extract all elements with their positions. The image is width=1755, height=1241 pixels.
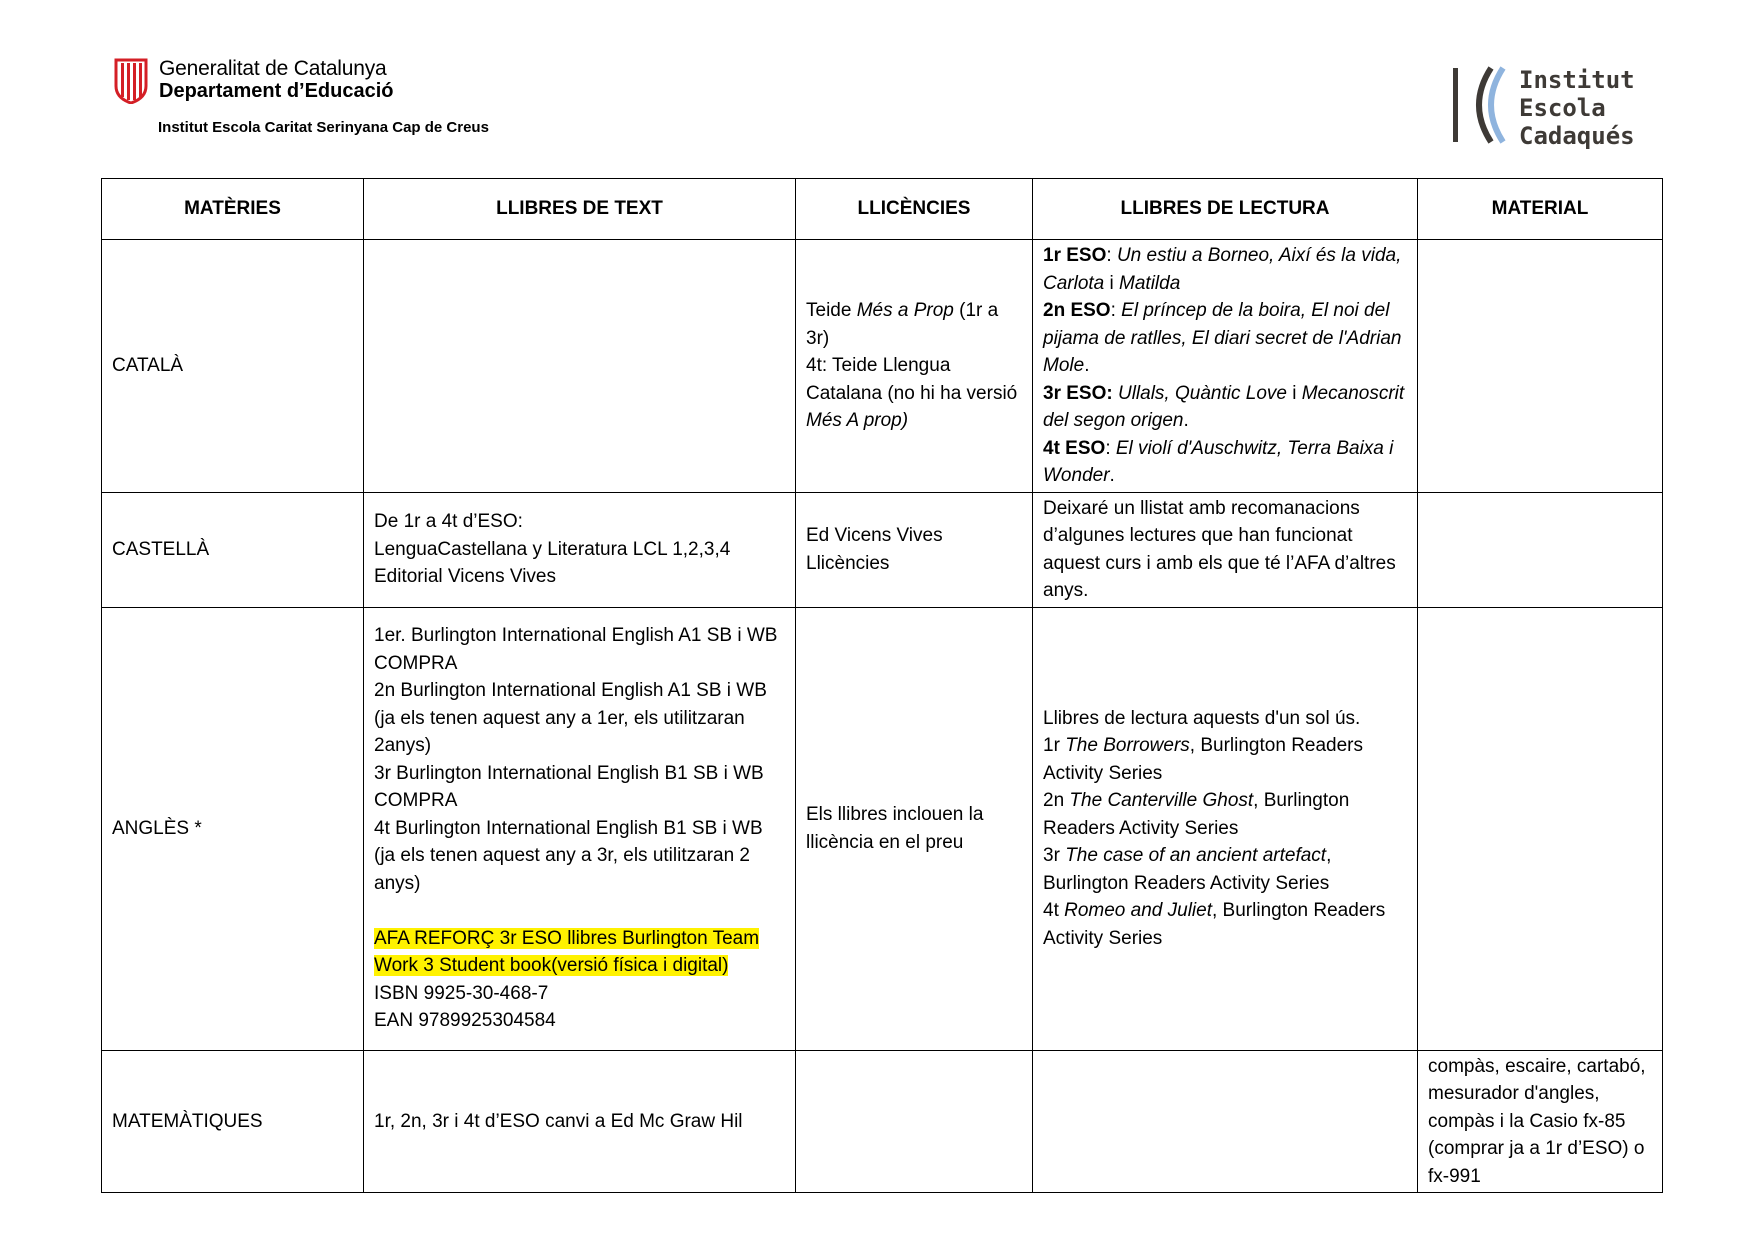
licenses-cell: Teide Més a Prop (1r a 3r) 4t: Teide Llengua Catalana (no hi ha versió Més A prop) (796, 240, 1033, 493)
reading-cell (1033, 240, 1418, 493)
table-header-row (102, 179, 1663, 240)
table-row-matematiques (102, 1050, 1663, 1193)
isbn-text: ISBN 9925-30-468-7 (374, 982, 549, 1004)
institut-logo-mark-icon (1451, 66, 1507, 144)
reading-cell (1033, 1050, 1418, 1193)
header-material: MATERIAL (1418, 179, 1663, 240)
afa-highlight-text: AFA REFORÇ 3r ESO llibres Burlington Team Work 3 Student book(versió física i digital) (374, 927, 760, 977)
school-name: Institut Escola Caritat Serinyana Cap de Creus (158, 119, 489, 136)
licenses-cell: Els llibres inclouen la llicència en el preu (796, 607, 1033, 1050)
institut-escola-logo (1451, 66, 1635, 150)
subject-cell: CATALÀ (102, 240, 364, 493)
table-row-angles (102, 607, 1663, 1050)
gov-name: Generalitat de Catalunya (159, 57, 387, 80)
reading-item: 3r ESO: Ullals, Quàntic Love i Mecanoscrit del segon origen. (1043, 382, 1405, 431)
generalitat-emblem-icon (113, 58, 149, 104)
table-row-catala (102, 240, 1663, 493)
reading-item: 1r ESO: Un estiu a Borneo, Així és la vida, Carlota i Matilda (1043, 245, 1402, 294)
materials-table (101, 178, 1663, 1193)
reading-cell (1033, 607, 1418, 1050)
logo-line-escola: Escola (1519, 94, 1606, 122)
textbook-line: 4t Burlington International English B1 SB i WB (ja els tenen aquest any a 3r, els utilitzaran 2 anys) (374, 817, 763, 894)
subject-cell: CASTELLÀ (102, 492, 364, 607)
material-cell (1418, 492, 1663, 607)
textbooks-cell: De 1r a 4t d’ESO: LenguaCastellana y Literatura LCL 1,2,3,4 Editorial Vicens Vives (364, 492, 796, 607)
department-name: Departament d’Educació (159, 80, 394, 102)
textbook-line: 2n Burlington International English A1 SB i WB (ja els tenen aquest any a 1er, els utilitzaran 2anys) (374, 680, 767, 757)
reading-cell: Deixaré un llistat amb recomanacions d’algunes lectures que han funcionat aquest curs i amb els que té l’AFA d’altres anys. (1033, 492, 1418, 607)
material-cell (1418, 240, 1663, 493)
reading-item: 2n The Canterville Ghost, Burlington Readers Activity Series (1043, 790, 1350, 839)
textbooks-cell (364, 607, 796, 1050)
subject-cell: MATEMÀTIQUES (102, 1050, 364, 1193)
textbook-line: 3r Burlington International English B1 SB i WB COMPRA (374, 762, 764, 812)
material-cell (1418, 607, 1663, 1050)
logo-line-cadaques: Cadaqués (1519, 122, 1635, 150)
licenses-cell (796, 1050, 1033, 1193)
ean-text: EAN 9789925304584 (374, 1010, 556, 1032)
reading-intro: Llibres de lectura aquests d'un sol ús. (1043, 707, 1361, 729)
textbooks-cell (364, 240, 796, 493)
reading-item: 4t ESO: El violí d'Auschwitz, Terra Baixa i Wonder. (1043, 437, 1394, 486)
textbooks-cell: 1r, 2n, 3r i 4t d’ESO canvi a Ed Mc Graw Hil (364, 1050, 796, 1193)
reading-item: 4t Romeo and Juliet, Burlington Readers Activity Series (1043, 900, 1386, 949)
textbook-line: 1er. Burlington International English A1 SB i WB COMPRA (374, 625, 778, 674)
material-cell: compàs, escaire, cartabó, mesurador d'angles, compàs i la Casio fx-85 (comprar ja a 1r d’ESO) o fx-991 (1418, 1050, 1663, 1193)
table-row-castella (102, 492, 1663, 607)
licenses-cell: Ed Vicens Vives Llicències (796, 492, 1033, 607)
header-llibres-de-lectura: LLIBRES DE LECTURA (1033, 179, 1418, 240)
header-materies: MATÈRIES (102, 179, 364, 240)
header-llicencies: LLICÈNCIES (796, 179, 1033, 240)
logo-line-institut: Institut (1519, 66, 1635, 94)
header-llibres-de-text: LLIBRES DE TEXT (364, 179, 796, 240)
reading-item: 3r The case of an ancient artefact, Burlington Readers Activity Series (1043, 845, 1332, 894)
generalitat-logo (113, 58, 394, 104)
reading-item: 2n ESO: El príncep de la boira, El noi del pijama de ratlles, El diari secret de l'Adrian Mole. (1043, 300, 1402, 376)
reading-item: 1r The Borrowers, Burlington Readers Activity Series (1043, 735, 1364, 784)
subject-cell: ANGLÈS * (102, 607, 364, 1050)
